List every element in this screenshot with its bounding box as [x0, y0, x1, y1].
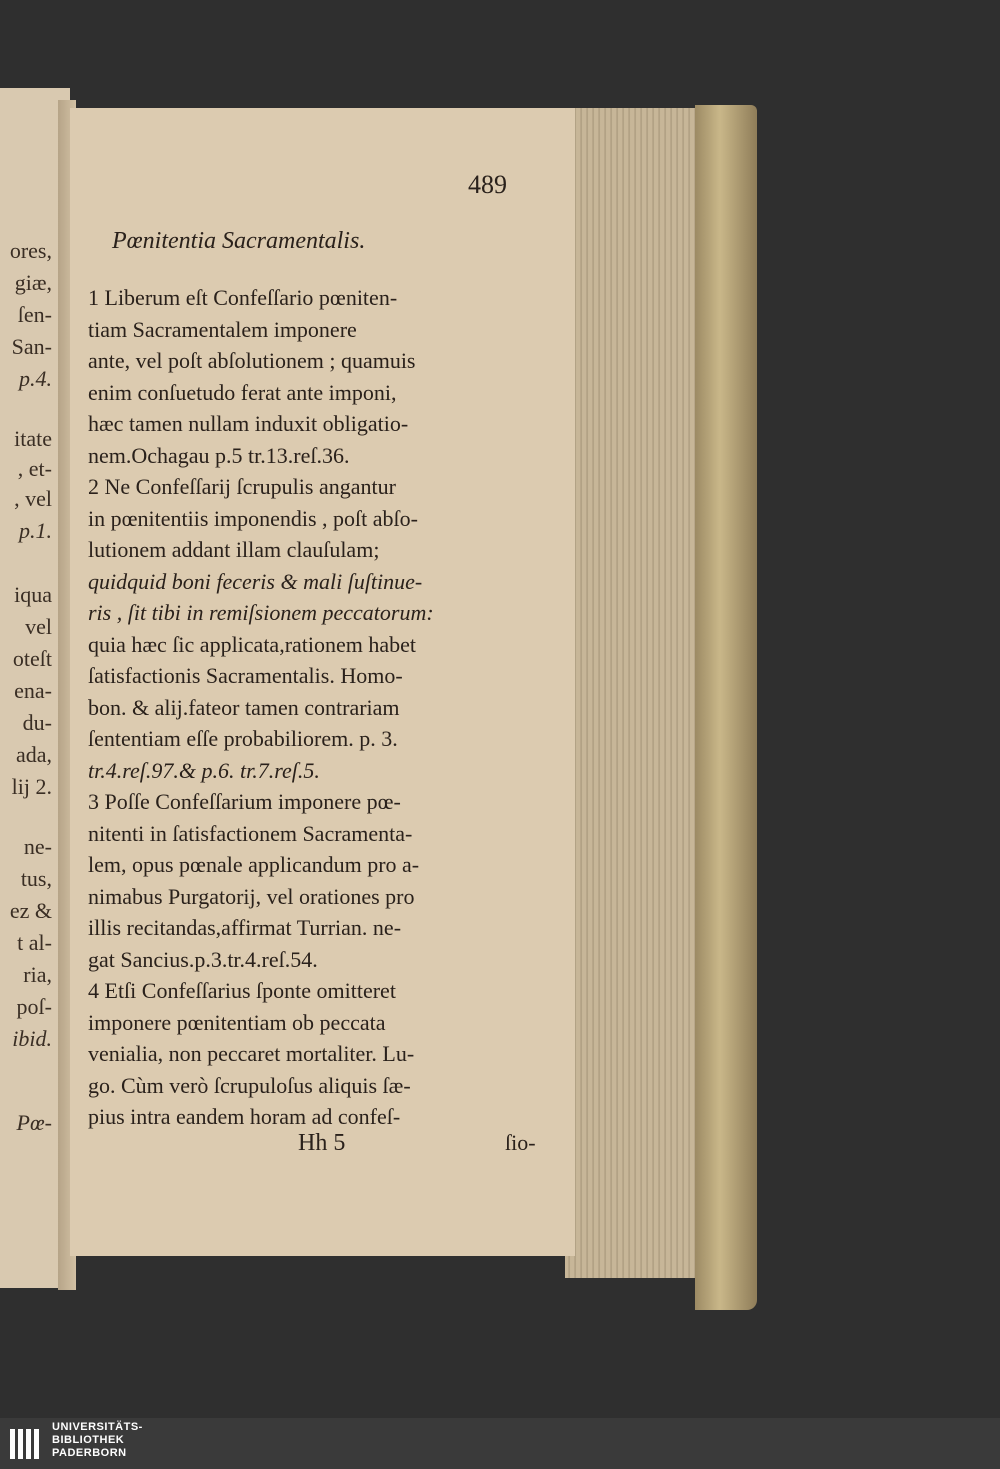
footer-bar: [0, 1418, 1000, 1469]
text-line: ſententiam eſſe probabiliorem. p. 3.: [88, 726, 398, 751]
text-line: nem.Ochagau p.5 tr.13.reſ.36.: [88, 442, 350, 468]
signature-mark: Hh 5: [298, 1130, 346, 1156]
text-line: illis recitandas,affirmat Turrian. ne-: [88, 915, 402, 940]
text-line: nimabus Purgatorij, vel orationes pro: [88, 883, 415, 909]
left-fragment: ez &: [9, 898, 52, 923]
left-fragment: tus,: [20, 866, 52, 891]
text-line: ſatisfactionis Sacramentalis. Homo-: [88, 663, 403, 688]
left-fragment: iqua: [14, 582, 52, 607]
text-line: quidquid boni feceris & mali ſuſtinue-: [88, 568, 423, 594]
left-fragment: du-: [22, 710, 52, 735]
text-line: bon. & alij.fateor tamen contrariam: [88, 694, 400, 720]
text-line: pius intra eandem horam ad confeſ-: [88, 1104, 401, 1129]
text-line: tiam Sacramentalem imponere: [88, 316, 357, 342]
text-line: in pœnitentiis imponendis , poſt abſo-: [88, 505, 418, 531]
left-fragment: , vel: [14, 486, 52, 511]
body-text: [88, 282, 558, 1133]
library-name-line: BIBLIOTHEK: [52, 1434, 125, 1446]
running-title: Pœnitentia Sacramentalis.: [112, 228, 366, 254]
left-fragment: p.4.: [19, 366, 52, 391]
library-name-line: UNIVERSITÄTS-: [52, 1421, 143, 1433]
text-line: imponere pœnitentiam ob peccata: [88, 1009, 386, 1035]
text-line: 1 Liberum eſt Confeſſario pœniten-: [88, 285, 398, 310]
text-line: gat Sancius.p.3.tr.4.reſ.54.: [88, 946, 318, 972]
left-fragment: ada,: [15, 742, 52, 767]
left-fragment: ores,: [9, 238, 52, 263]
text-line: enim conſuetudo ferat ante imponi,: [88, 379, 397, 405]
text-line: 2 Ne Confeſſarij ſcrupulis angantur: [88, 474, 396, 499]
text-line: hæc tamen nullam induxit obligatio-: [88, 411, 409, 436]
left-fragment: oteſt: [12, 646, 52, 671]
left-fragment: p.1.: [19, 518, 52, 543]
text-line: 3 Poſſe Confeſſarium imponere pœ-: [88, 789, 401, 814]
left-fragment: lij 2.: [11, 774, 52, 799]
left-fragment: San-: [11, 334, 52, 359]
left-fragment: Pœ-: [16, 1110, 52, 1135]
text-line: venialia, non peccaret mortaliter. Lu-: [88, 1041, 415, 1066]
left-fragment: itate: [14, 426, 52, 451]
left-fragment: giæ,: [14, 270, 52, 295]
left-fragment: , et-: [17, 456, 52, 481]
text-line: tr.4.reſ.97.& p.6. tr.7.reſ.5.: [88, 757, 320, 783]
book-cover: [695, 105, 757, 1310]
text-line: quia hæc ſic applicata,rationem habet: [88, 631, 417, 657]
left-fragment: ſen-: [17, 302, 52, 327]
page-edges: [565, 108, 705, 1278]
text-line: ris , ſit tibi in remiſsionem peccatorum:: [88, 600, 434, 625]
text-line: 4 Etſi Confeſſarius ſponte omitteret: [88, 978, 396, 1003]
text-line: nitenti in ſatisfactionem Sacramenta-: [88, 820, 413, 846]
left-fragment: t al-: [17, 930, 52, 955]
left-fragment: ne-: [23, 834, 52, 859]
page-number: 489: [468, 170, 507, 199]
text-line: lem, opus pœnale applicandum pro a-: [88, 852, 420, 877]
text-line: ante, vel poſt abſolutionem ; quamuis: [88, 348, 416, 373]
library-name: [52, 1421, 143, 1460]
left-fragment: ibid.: [12, 1026, 52, 1051]
left-fragment: ena-: [14, 678, 52, 703]
left-fragment: vel: [25, 614, 52, 639]
left-fragment: poſ-: [16, 994, 52, 1019]
text-line: lutionem addant illam clauſulam;: [88, 537, 380, 562]
text-line: go. Cùm verò ſcrupuloſus aliquis ſæ-: [88, 1072, 411, 1098]
library-name-line: PADERBORN: [52, 1447, 127, 1459]
catchword: ſio-: [505, 1130, 536, 1155]
library-logo-icon: [8, 1425, 42, 1463]
left-fragment: ria,: [23, 962, 52, 987]
